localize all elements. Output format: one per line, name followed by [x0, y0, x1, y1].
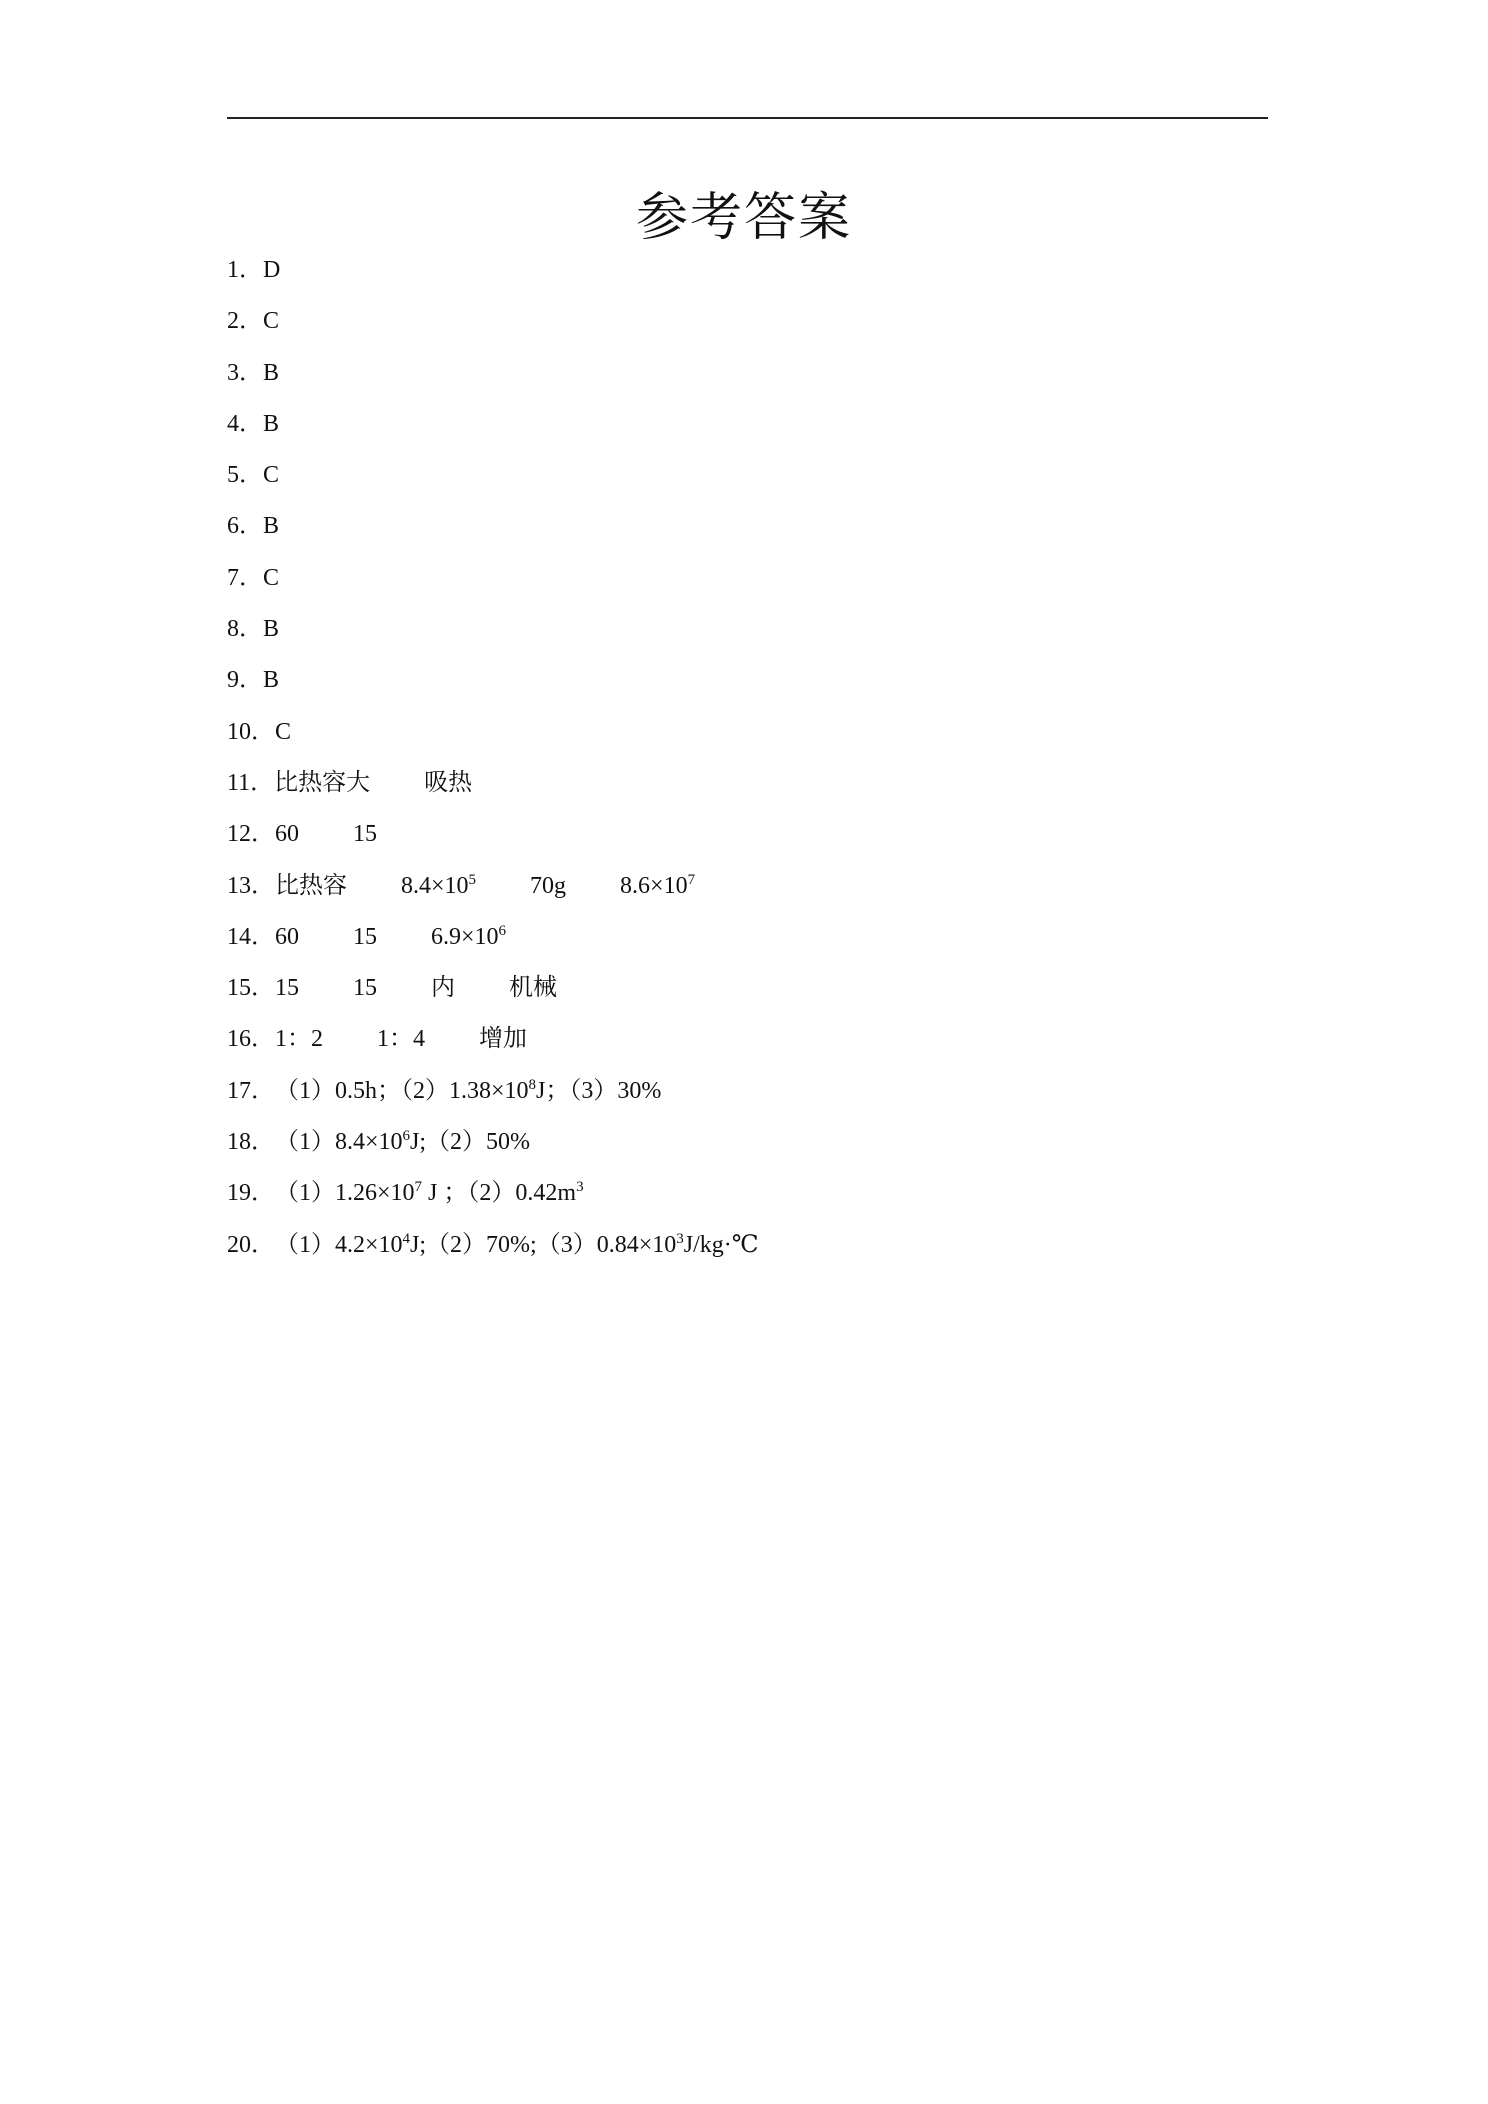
- answer-row: [227, 919, 1268, 970]
- answer-number: 8．: [227, 616, 263, 643]
- exponent: 8: [528, 1076, 537, 1093]
- answer-row: [227, 714, 1268, 765]
- answer-text-suffix: J;（2）70%;（3）0.84×10: [410, 1231, 677, 1258]
- answer-row: [227, 1227, 1268, 1278]
- answer-text: 比热容大: [274, 769, 371, 796]
- answer-text: 比热容: [275, 872, 347, 899]
- answer-row: [227, 457, 1268, 508]
- answer-number: 18．: [227, 1129, 275, 1156]
- answer-number: 4．: [227, 410, 263, 437]
- answer-text: C: [275, 718, 292, 745]
- answer-row: [227, 868, 1268, 919]
- answer-text: （1）0.5h；（2）1.38×10: [275, 1077, 529, 1104]
- answer-row: [227, 355, 1268, 406]
- answer-text: 15: [353, 821, 377, 848]
- answer-number: 16．: [227, 1026, 275, 1053]
- answer-text: 15: [275, 975, 299, 1002]
- exponent: 4: [402, 1230, 411, 1247]
- exponent: 7: [687, 871, 696, 888]
- answer-text: 70g: [530, 872, 567, 899]
- answer-number: 3．: [227, 359, 263, 386]
- answer-text: B: [263, 410, 280, 437]
- answer-number: 6．: [227, 513, 263, 540]
- answer-list: [227, 252, 1268, 1278]
- answer-value: [353, 816, 377, 852]
- answer-value: [275, 868, 347, 904]
- answer-number: 15．: [227, 975, 275, 1002]
- answer-text: 机械: [509, 975, 557, 1002]
- answer-number: 5．: [227, 462, 263, 489]
- answer-text-suffix: J/kg·℃: [683, 1231, 759, 1258]
- answer-row: [227, 406, 1268, 457]
- answer-value: [431, 970, 455, 1006]
- answer-number: 12．: [227, 821, 275, 848]
- answer-text: （1）1.26×10: [275, 1180, 415, 1207]
- answer-row: [227, 1124, 1268, 1175]
- answer-text: B: [263, 513, 280, 540]
- answer-value: [263, 457, 279, 493]
- answer-value: [377, 1021, 425, 1057]
- answer-value: [263, 560, 279, 596]
- answer-text: 60: [275, 821, 299, 848]
- answer-value: [353, 919, 377, 955]
- answer-text: 8.6×10: [620, 872, 688, 899]
- answer-value: [676, 1227, 758, 1263]
- answer-text: B: [263, 667, 280, 694]
- page-title: 参考答案: [635, 188, 852, 248]
- answer-row: [227, 303, 1268, 354]
- answer-value: [275, 1124, 530, 1160]
- answer-value: [263, 611, 279, 647]
- answer-row: [227, 1073, 1268, 1124]
- answer-row: [227, 252, 1268, 303]
- answer-number: 14．: [227, 923, 275, 950]
- exponent: 6: [498, 922, 507, 939]
- answer-value: [275, 1021, 323, 1057]
- answer-text: （1）4.2×10: [275, 1231, 403, 1258]
- answer-value: [263, 252, 280, 288]
- answer-text: 15: [353, 975, 377, 1002]
- answer-row: [227, 611, 1268, 662]
- answer-text: C: [263, 564, 280, 591]
- answer-text-suffix: J；（3）30%: [536, 1077, 662, 1104]
- answer-value: [274, 765, 370, 801]
- answer-number: 9．: [227, 667, 263, 694]
- exponent: 7: [414, 1179, 423, 1196]
- answer-value: [263, 303, 279, 339]
- answer-value: [431, 919, 506, 955]
- answer-row: [227, 508, 1268, 559]
- answer-value: [263, 355, 279, 391]
- answer-text: 内: [431, 975, 455, 1002]
- exponent: 3: [576, 1179, 584, 1196]
- answer-row: [227, 560, 1268, 611]
- answer-text: 8.4×10: [401, 872, 469, 899]
- exponent: 6: [402, 1128, 411, 1145]
- answer-text: 1：4: [377, 1026, 425, 1053]
- answer-text: 15: [353, 923, 377, 950]
- answer-row: [227, 1021, 1268, 1072]
- answer-text: （1）8.4×10: [275, 1129, 403, 1156]
- answer-value: [263, 662, 279, 698]
- answer-value: [275, 1073, 661, 1109]
- answer-value: [479, 1021, 527, 1057]
- exponent: 3: [676, 1230, 684, 1247]
- answer-number: 19．: [227, 1180, 275, 1207]
- answer-value: [263, 406, 279, 442]
- answer-value: [275, 1227, 676, 1263]
- answer-text-suffix: J;（2）50%: [410, 1129, 531, 1156]
- answer-number: 10．: [227, 718, 275, 745]
- answer-text: 吸热: [424, 769, 473, 796]
- answer-number: 11．: [227, 769, 275, 796]
- answer-text: B: [263, 616, 280, 643]
- answer-text: C: [263, 308, 280, 335]
- answer-text: 60: [275, 923, 299, 950]
- answer-number: 1．: [227, 257, 263, 283]
- answer-row: [227, 662, 1268, 713]
- answer-text: 1：2: [275, 1026, 323, 1053]
- answer-value: [275, 970, 299, 1006]
- answer-text-suffix: J ；（2）0.42m: [422, 1180, 577, 1207]
- answer-value: [530, 868, 566, 904]
- answer-text: D: [263, 257, 281, 283]
- answer-number: 7．: [227, 564, 263, 591]
- answer-value: [275, 919, 299, 955]
- answer-text: B: [263, 359, 280, 386]
- answer-number: 17．: [227, 1077, 275, 1104]
- answer-text: C: [263, 462, 280, 489]
- answer-number: 20．: [227, 1231, 275, 1258]
- answer-value: [576, 1175, 584, 1211]
- answer-value: [275, 714, 291, 750]
- answer-number: 2．: [227, 308, 263, 335]
- header-rule: [227, 117, 1268, 119]
- answer-row: [227, 816, 1268, 867]
- answer-value: [263, 508, 279, 544]
- exponent: 5: [468, 871, 477, 888]
- answer-value: [424, 765, 472, 801]
- answer-text: 6.9×10: [431, 923, 499, 950]
- answer-value: [620, 868, 695, 904]
- answer-row: [227, 970, 1268, 1021]
- answer-value: [401, 868, 476, 904]
- answer-row: [227, 765, 1268, 816]
- answer-text: 增加: [479, 1026, 527, 1053]
- answer-value: [509, 970, 557, 1006]
- answer-value: [275, 816, 299, 852]
- answer-value: [275, 1175, 576, 1211]
- answer-row: [227, 1175, 1268, 1226]
- answer-number: 13．: [227, 872, 275, 899]
- answer-value: [353, 970, 377, 1006]
